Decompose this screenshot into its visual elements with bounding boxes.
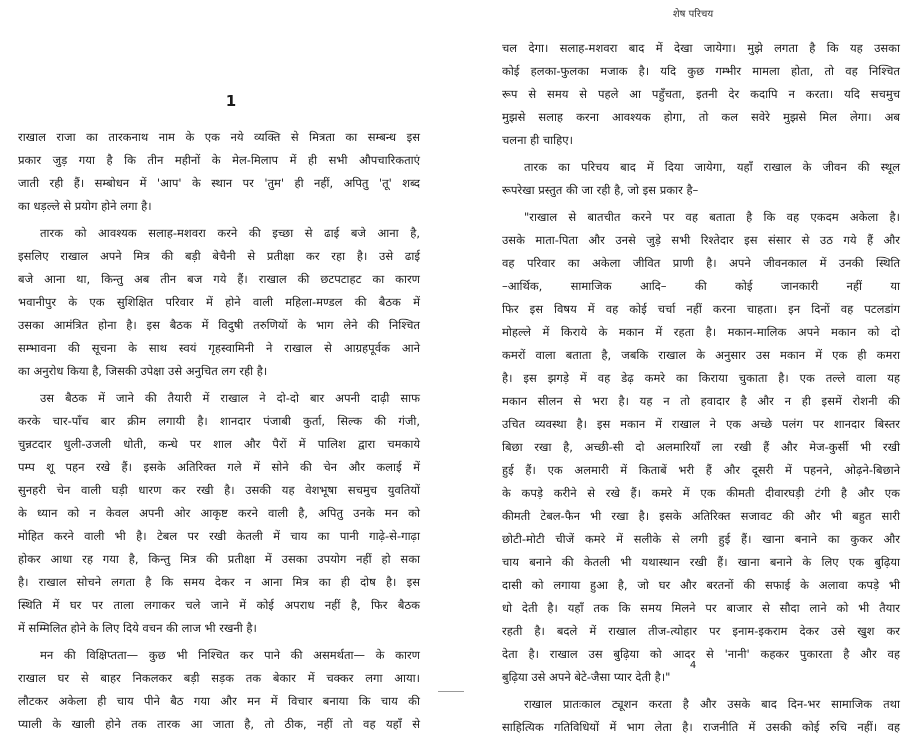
text-line: मोहल्ले में किराये के मकान में रहता है। मकान-मालिक अपने मकान को दो [502,325,900,339]
text-line: उस बैठक में जाने की तैयारी में राखाल ने दो-दो बार अपनी दाढ़ी साफ [40,391,420,405]
text-line: मकान सीलन से भरा है। यह न तो हवादार है और न ही इसमें रोशनी की [502,394,900,408]
text-line: का धड़ल्ले से प्रयोग होने लगा है। [18,199,152,213]
text-line: बुढ़िया उसे अपने बेटे-जैसा प्यार देती है।" [502,670,671,684]
text-line: उचित व्यवस्था है। इस मकान में राखाल ने एक अच्छे पलंग पर शानदार बिस्तर [502,417,900,431]
text-line: उसके माता-पिता और उनसे जुड़े सभी रिश्तेदार इस संसार से उठ गये हैं और [502,233,900,247]
text-line: चाय बनाने की केतली भी यथास्थान रखी हैं। खाना बनाने के लिए एक बुढ़िया [502,555,900,569]
page-number: 4 [689,660,697,671]
text-line: हुई हैं। एक अलमारी में किताबें भरी हैं और दूसरी में पहनने, ओढ़ने-बिछाने [502,463,900,477]
text-line: रूपरेखा प्रस्तुत की जा रही है, जो इस प्रकार है– [502,183,699,197]
text-line: तारक का परिचय बाद में दिया जायेगा, यहाँ राखाल के जीवन की स्थूल [524,160,900,174]
text-line: के ध्यान को न केवल अपनी ओर आकृष्ट करने वाली है, अपितु उनके मन को [18,506,420,520]
text-line: फिर इस विषय में वह कोई चर्चा नहीं करना चाहता। इन दिनों वह पटलडांग [502,302,900,316]
text-line: है। राखाल सोचने लगता है कि समय देकर न आना मित्र का ही दोष है। इस [18,575,420,589]
text-line: स्थिति में घर पर ताला लगाकर चले जाने में कोई अपराध नहीं है, फिर बैठक [18,598,420,612]
text-line: चलना ही चाहिए। [502,133,573,147]
text-line: मन की विक्षिप्तता— कुछ भी निश्चित कर पाने की असमर्थता— के कारण [40,648,420,662]
text-line: मोहित करने वाली भी है। टेबल पर रखी केतली में चाय का पानी गाढ़े-से-गाढ़ा [18,529,420,543]
text-line: करके चार-पाँच बार क्रीम लगायी है। शानदार पंजाबी कुर्ता, सिल्क की गंजी, [18,414,420,428]
right-page [462,0,924,734]
text-line: राखाल प्रातःकाल ट्यूशन करता है और उसके बाद दिन-भर सामाजिक तथा [524,697,900,711]
text-line: वह परिवार का अकेला जीवित प्राणी है। अपने जीवनकाल में उनकी स्थिति [502,256,900,270]
text-line: कोई हलका-फुलका मजाक है। यदि कुछ गम्भीर मामला होता, तो वह निश्चित [502,64,900,78]
right-body-text [502,37,900,739]
text-line: राखाल राजा का तारकनाथ नाम के एक नये व्यक्ति से मित्रता का सम्बन्ध इस [18,130,420,144]
left-body-text [18,126,420,736]
left-page [0,0,462,731]
text-line: बजे आना था, किन्तु अब तीन बज गये हैं। राखाल की छटपटाहट का कारण [18,272,420,286]
text-line: होकर आधा रह गया है, किन्तु मित्र की प्रतीक्षा में उसका उपयोग नहीं हो सका [18,552,420,566]
text-line: बिछा रखा है, अच्छी-सी दो अलमारियाँ ला रखी हैं और मेज-कुर्सी भी रखी [502,440,900,454]
text-line: के कपड़े करीने से रखे हैं। कमरे में एक कीमती दीवारघड़ी टंगी है और एक [502,486,900,500]
text-line: जाती रही हैं। सम्बोधन में 'आप' के स्थान पर 'तुम' ही नहीं, अपितु 'तू' शब्द [18,176,420,190]
text-line: उसका आमंत्रित होना है। इस बैठक में विदुषी तरुणियों के भाग लेने की निश्चित [18,318,420,332]
text-line: पम्प शू पहन रखे हैं। इसके अतिरिक्त गले में सोने की चेन और कलाई में [18,460,420,474]
text-line: में सम्मिलित होने के लिए दिये वचन की लाज भी रखनी है। [18,621,257,635]
text-line: कमरों वाला बताता है, जबकि राखाल के अनुसार उस मकान में एक ही कमरा [502,348,900,362]
fold-mark [438,691,464,692]
text-line: तारक को आवश्यक सलाह-मशवरा करने की इच्छा से ढाई बजे आना है, [40,226,420,240]
text-line: सुनहरी चेन वाली घड़ी धारण कर रखी है। उसकी यह वेशभूषा सचमुच युवतियों [18,483,420,497]
text-line: मुझसे सलाह करना आवश्यक होगा, तो कल सवेरे मुझसे मिल लेगा। अब [502,110,900,124]
text-line: देता है। राखाल उस बुढ़िया को आदर से 'नानी' कहकर पुकारता है और वह [502,647,900,661]
text-line: लौटकर अकेला ही चाय पीने बैठ गया और मन में विचार बनाया कि चाय की [18,694,420,708]
text-line: छोटी-मोटी चीजें कमरे में सलीके से लगी हुई हैं। खाना बनाने का कुकर और [502,532,900,546]
text-line: "राखाल से बातचीत करने पर वह बताता है कि वह एकदम अकेला है। [524,210,900,224]
text-line: प्रकार जुड़ गया है कि तीन महीनों के मेल-मिलाप में ही सभी औपचारिकताएं [18,153,420,167]
text-line: रूप से समय से पहले आ पहुँचता, इतनी देर कदापि न करता। यदि सचमुच [502,87,900,101]
text-line: चुन्नटदार धुली-उजली धोती, कन्धे पर शाल और पैरों में पालिश द्वारा चमकाये [18,437,420,451]
text-line: का अनुरोध किया है, जिसकी उपेक्षा उसे अनुचित लग रही है। [18,364,268,378]
text-line: चल देगा। सलाह-मशवरा बाद में देखा जायेगा। मुझे लगता है कि यह उसका [502,41,900,55]
text-line: राखाल घर से बाहर निकलकर बड़ी सड़क तक बेकार में चक्कर लगा आया। [18,671,420,685]
text-line: है। इस झगड़े में वह डेढ़ कमरे का किराया चुकाता है। एक तल्ले वाला यह [502,371,900,385]
text-line: साहित्यिक गतिविधियों में भाग लेता है। राजनीति में उसकी कोई रुचि नहीं। वह [502,720,900,734]
text-line: कीमती टेबल-फैन भी रखा है। इसके अतिरिक्त सजावट की और भी बहुत सारी [502,509,900,523]
text-line: धो देती है। यहाँ तक कि समय मिलने पर बाजार से सौदा लाने को भी तैयार [502,601,900,615]
text-line: इसलिए राखाल अपने मित्र की बड़ी बेचैनी से प्रतीक्षा कर रहा है। उसे ढाई [18,249,420,263]
running-head: शेष परिचय [672,9,714,20]
text-line: –आर्थिक, सामाजिक आदि– की कोई जानकारी नहीं या [502,279,900,293]
text-line: भवानीपुर के एक सुशिक्षित परिवार में होने वाली महिला-मण्डल की बैठक में [18,295,420,309]
text-line: दासी को लगाया हुआ है, जो घर और बरतनों की सफाई के अलावा कपड़े भी [502,578,900,592]
chapter-number: 1 [225,92,237,110]
text-line: प्याली के खाली होने तक तारक आ जाता है, तो ठीक, नहीं तो वह यहाँ से [18,717,420,731]
text-line: रहती है। बदले में राखाल तीज-त्योहार पर इनाम-इकराम देकर उसे खुश कर [502,624,900,638]
text-line: सम्भावना की सूचना के साथ स्वयं गृहस्वामिनी ने राखाल से आग्रहपूर्वक आने [18,341,420,355]
